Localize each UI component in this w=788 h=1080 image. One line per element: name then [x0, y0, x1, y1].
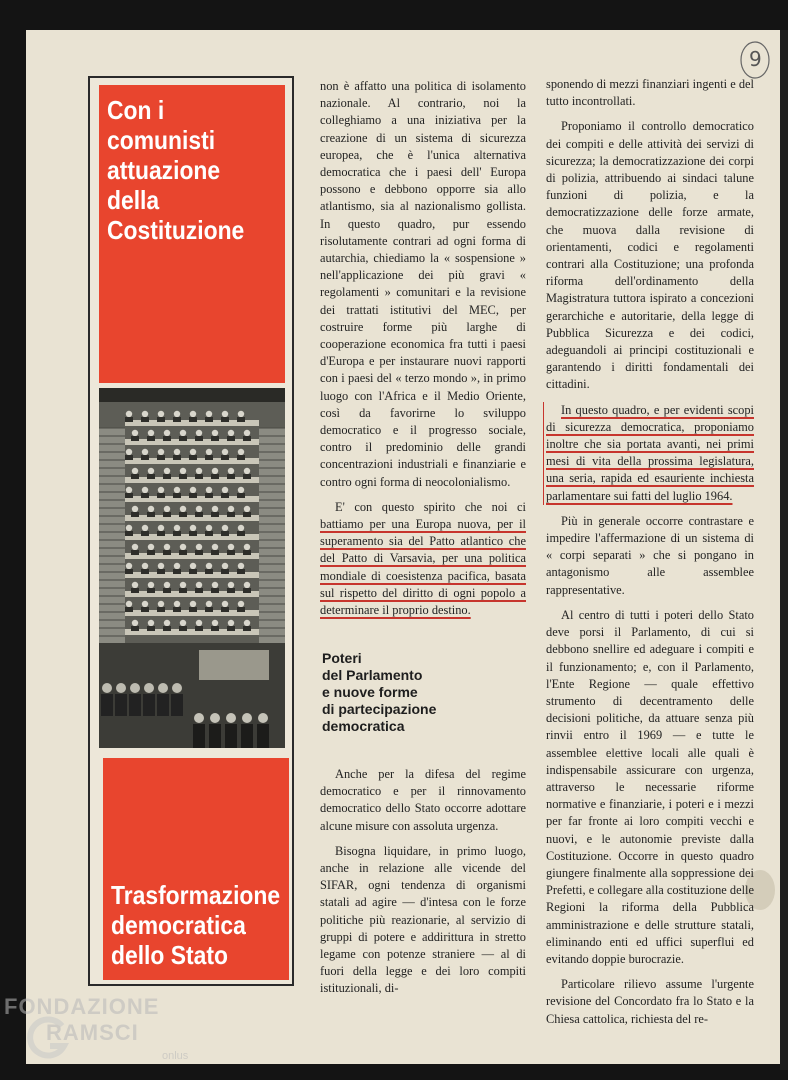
sidebar-top-banner	[99, 85, 285, 383]
underlined-passage: In questo quadro, e per evidenti scopi di sicurezza democratica, proponiamo inoltre che sia portata avanti, nei primi mesi di vita della prossima legislatura, una seria, rapida ed esauriente inchiesta parlamentare sui fatti del luglio 1964.	[546, 402, 754, 503]
watermark-line-3: onlus	[162, 1050, 189, 1062]
sidebar-bottom-title: Trasformazione democratica dello Stato	[111, 880, 281, 970]
page-edge-shadow	[780, 30, 788, 1070]
watermark-line-2: RAMSCI	[46, 1020, 139, 1045]
parliament-photo	[99, 388, 285, 748]
watermark-line-1: FONDAZIONE	[4, 994, 160, 1019]
column-1-paragraph: Bisogna liquidare, in primo luogo, anche in relazione alle vicende del SIFAR, ogni tendenza di organismi statali ad agire — d'intesa con le forze politiche più reazionarie, al servizio di gruppi di potere e addirittura in stretto legame con potenze straniere — al di fuori della legge e dei loro compiti istituzionali, di-	[320, 843, 526, 996]
column-2-paragraph: Al centro di tutti i poteri dello Stato deve porsi il Parlamento, di cui si debbono snellire ed adeguare i compiti e il funzionamento; e, con il Parlamento, l'Ente Regione — quale effettivo strumento di decentramento delle decisioni politiche, da attuare senza più rinvii entro il 1969 — e tutte le assemblee elettive locali alle quali è indispensabile assicurare con urgenza, attraverso le necessarie riforme normative e finanziarie, i poteri e i mezzi per far fronte ai loro compiti vecchi e nuovi, e le autonomie previste dalla Costituzione. Occorre in questo quadro giungere finalmente alla soppressione dei Prefetti, e collegare alla costituzione delle Regioni la riforma della Pubblica amministrazione e delle strutture statali, eliminando enti ed uffici superflui ed evitando doppie burocrazie.	[546, 607, 754, 966]
column-1-paragraph: non è affatto una politica di isolamento nazionale. Al contrario, noi la colleghiamo a una iniziativa per la creazione di un sistema di sicurezza europea, che è l'unica alternativa democratica che i paesi dell' Europa possono e debbono opporre sia allo atlantismo, sia al nazionalismo gollista. In questo quadro, pur essendo risolutamente contrari ad ogni forma di autarchia, chiediamo la « sospensione » nell'applicazione dei più gravi « regolamenti » comunitari e la revisione dei trattati istitutivi del MEC, per costruire forme più larghe di cooperazione economica fra tutti i paesi d'Europa e per instaurare nuovi rapporti con i paesi del « terzo mondo », in primo luogo con l'Africa e il Medio Oriente, così da favorirne lo sviluppo democratico e il progresso sociale, contro il predominio delle grandi concentrazioni industriali e finanziarie e contro ogni forma di neocolonialismo.	[320, 79, 526, 489]
column-2-paragraph: Particolare rilievo assume l'urgente revisione del Concordato fra lo Stato e la Chiesa cattolica, richiesta del re-	[546, 977, 754, 1026]
column-2-paragraph: Più in generale occorre contrastare e impedire l'affermazione di un sistema di « corpi separati » che si pongano in antagonismo alle assemblee rappresentative.	[546, 513, 754, 597]
section-heading: Poteri del Parlamento e nuove forme di partecipazione democratica	[322, 650, 437, 734]
column-1-paragraph: Anche per la difesa del regime democratico e per il rinnovamento democratico dello Stato occorre adottare alcune misure con assoluta urgenza.	[320, 767, 526, 833]
highlight-intro: E' con questo spirito che noi ci	[335, 499, 526, 514]
column-2-highlight-paragraph	[543, 402, 754, 505]
column-2-text	[546, 76, 754, 1028]
sidebar-bottom-banner	[103, 758, 289, 980]
column-1-lower-text	[320, 766, 526, 998]
page-number	[738, 40, 772, 80]
column-1-text	[320, 78, 526, 619]
sidebar-top-title: Con i comunisti attuazione della Costituzione	[107, 95, 245, 245]
column-2-paragraph: Proponiamo il controllo democratico dei compiti e delle attività dei servizi di sicurezza; la democratizzazione dei corpi di polizia, attribuendo ai sindaci talune funzioni di polizia, e la democratizzazione delle forze armate, che muova dalla revisione di orientamenti, codici e regolamenti contrari alla Costituzione; una profonda riforma dell'ordinamento della Magistratura tuttora ispirato a concezioni gerarchiche e autoritarie, della legge di Pubblica Sicurezza e dei codici, adeguandoli ai principi costituzionali e garantendo i diritti fondamentali dei cittadini.	[546, 119, 754, 392]
parliament-chamber-image	[99, 388, 285, 748]
underlined-passage: battiamo per una Europa nuova, per il superamento sia del Patto atlantico che del Patto di Varsavia, per una politica mondiale di coesistenza pacifica, basata sul rispetto del diritto di ogni popolo a determinare il proprio destino.	[320, 517, 526, 618]
column-1-highlight-paragraph	[320, 499, 526, 619]
column-2-paragraph: sponendo di mezzi finanziari ingenti e del tutto incontrollati.	[546, 77, 754, 109]
fondazione-gramsci-watermark	[4, 994, 204, 1074]
page-number-text: 9	[749, 47, 762, 71]
